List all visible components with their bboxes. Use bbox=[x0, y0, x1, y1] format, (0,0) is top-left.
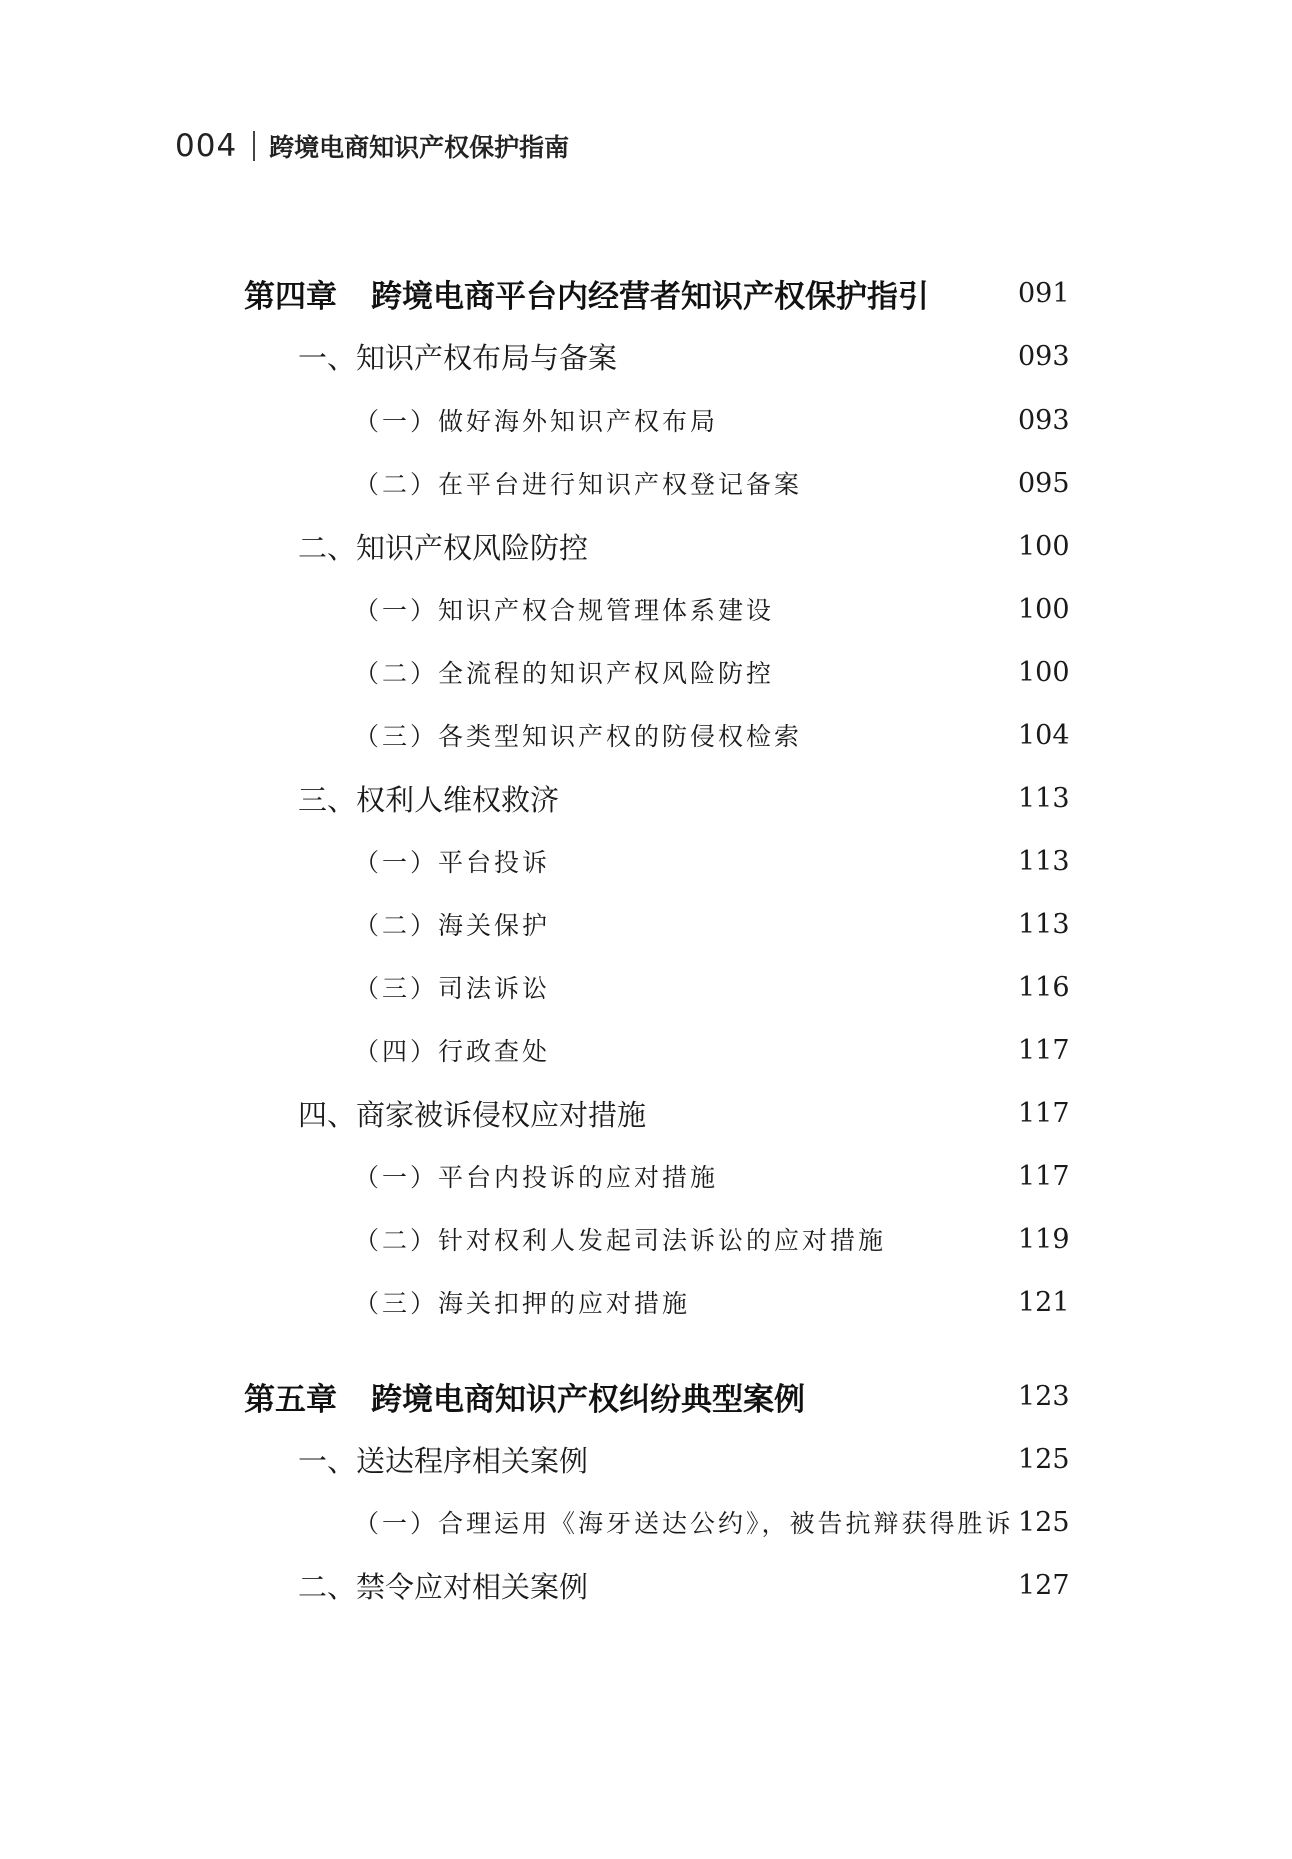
toc-page-number: 095 bbox=[1018, 467, 1070, 499]
toc-page-number: 123 bbox=[1018, 1380, 1070, 1412]
toc-page-number: 100 bbox=[1018, 593, 1070, 625]
toc-entry-label: （三）各类型知识产权的防侵权检索 bbox=[354, 722, 803, 751]
toc-entry-label: （一）知识产权合规管理体系建设 bbox=[354, 596, 775, 625]
toc-section[interactable] bbox=[298, 334, 1070, 378]
header-page-number: 004 bbox=[175, 128, 238, 164]
toc-page-number: 113 bbox=[1018, 845, 1070, 877]
toc-page-number: 125 bbox=[1018, 1443, 1070, 1475]
toc-entry-label: 一、送达程序相关案例 bbox=[298, 1443, 589, 1478]
toc-subsection[interactable] bbox=[354, 839, 1070, 883]
toc-subsection[interactable] bbox=[354, 461, 1070, 505]
toc-section[interactable] bbox=[298, 776, 1070, 820]
toc-section[interactable] bbox=[298, 524, 1070, 568]
toc-chapter-5[interactable] bbox=[244, 1374, 1070, 1418]
chapter-title: 跨境电商知识产权纠纷典型案例 bbox=[371, 1381, 805, 1418]
toc-entry-label: （一）合理运用《海牙送达公约》，被告抗辩获得胜诉 bbox=[354, 1509, 1014, 1538]
toc-entry-label: 三、权利人维权救济 bbox=[298, 782, 560, 817]
toc-subsection[interactable] bbox=[354, 587, 1070, 631]
toc-subsection[interactable] bbox=[354, 1154, 1070, 1198]
toc-entry-label: 二、知识产权风险防控 bbox=[298, 530, 589, 565]
toc-page-number: 119 bbox=[1018, 1223, 1070, 1255]
toc-subsection[interactable] bbox=[354, 1500, 1070, 1544]
toc-page-number: 113 bbox=[1018, 908, 1070, 940]
toc-section[interactable] bbox=[298, 1437, 1070, 1481]
toc-entry-label: （二）在平台进行知识产权登记备案 bbox=[354, 470, 803, 499]
toc-subsection[interactable] bbox=[354, 965, 1070, 1009]
toc-page-number: 093 bbox=[1018, 340, 1070, 372]
toc-entry-label: （二）海关保护 bbox=[354, 911, 551, 940]
chapter-number: 第五章 bbox=[244, 1381, 337, 1418]
toc-page-number: 125 bbox=[1018, 1506, 1070, 1538]
toc-subsection[interactable] bbox=[354, 902, 1070, 946]
toc-entry-label: （二）全流程的知识产权风险防控 bbox=[354, 659, 775, 688]
toc-page-number: 104 bbox=[1018, 719, 1070, 751]
toc-page-number: 093 bbox=[1018, 404, 1070, 436]
toc-subsection[interactable] bbox=[354, 713, 1070, 757]
toc-page-number: 127 bbox=[1018, 1569, 1070, 1601]
toc-entry-label: （一）平台内投诉的应对措施 bbox=[354, 1163, 719, 1192]
toc-subsection[interactable] bbox=[354, 1028, 1070, 1072]
toc-section[interactable] bbox=[298, 1563, 1070, 1607]
toc-entry-label bbox=[244, 271, 929, 316]
toc-entry-label: 四、商家被诉侵权应对措施 bbox=[298, 1097, 647, 1132]
toc-entry-label: （一）做好海外知识产权布局 bbox=[354, 407, 719, 436]
toc-page-number: 116 bbox=[1018, 971, 1070, 1003]
toc-page-number: 113 bbox=[1018, 782, 1070, 814]
toc-section[interactable] bbox=[298, 1091, 1070, 1135]
toc-subsection[interactable] bbox=[354, 1217, 1070, 1261]
toc-page-number: 117 bbox=[1018, 1160, 1070, 1192]
toc-subsection[interactable] bbox=[354, 1280, 1070, 1324]
toc-entry-label: （四）行政查处 bbox=[354, 1037, 551, 1066]
toc-page-number: 091 bbox=[1018, 277, 1070, 309]
toc-page-number: 121 bbox=[1018, 1286, 1070, 1318]
toc-chapter-4[interactable] bbox=[244, 271, 1070, 315]
header-book-title: 跨境电商知识产权保护指南 bbox=[269, 133, 570, 162]
toc-entry-label: 二、禁令应对相关案例 bbox=[298, 1569, 589, 1604]
toc-subsection[interactable] bbox=[354, 398, 1070, 442]
toc-entry-label: （一）平台投诉 bbox=[354, 848, 551, 877]
toc-page-number: 117 bbox=[1018, 1097, 1070, 1129]
toc-entry-label: （三）海关扣押的应对措施 bbox=[354, 1289, 691, 1318]
chapter-title: 跨境电商平台内经营者知识产权保护指引 bbox=[371, 278, 929, 315]
toc-page-number: 117 bbox=[1018, 1034, 1070, 1066]
toc-entry-label: 一、知识产权布局与备案 bbox=[298, 340, 618, 375]
toc-page-number: 100 bbox=[1018, 530, 1070, 562]
toc-entry-label: （二）针对权利人发起司法诉讼的应对措施 bbox=[354, 1226, 887, 1255]
toc-entry-label: （三）司法诉讼 bbox=[354, 974, 551, 1003]
toc-entry-label bbox=[244, 1374, 805, 1419]
toc-page-number: 100 bbox=[1018, 656, 1070, 688]
chapter-number: 第四章 bbox=[244, 278, 337, 315]
toc-subsection[interactable] bbox=[354, 650, 1070, 694]
